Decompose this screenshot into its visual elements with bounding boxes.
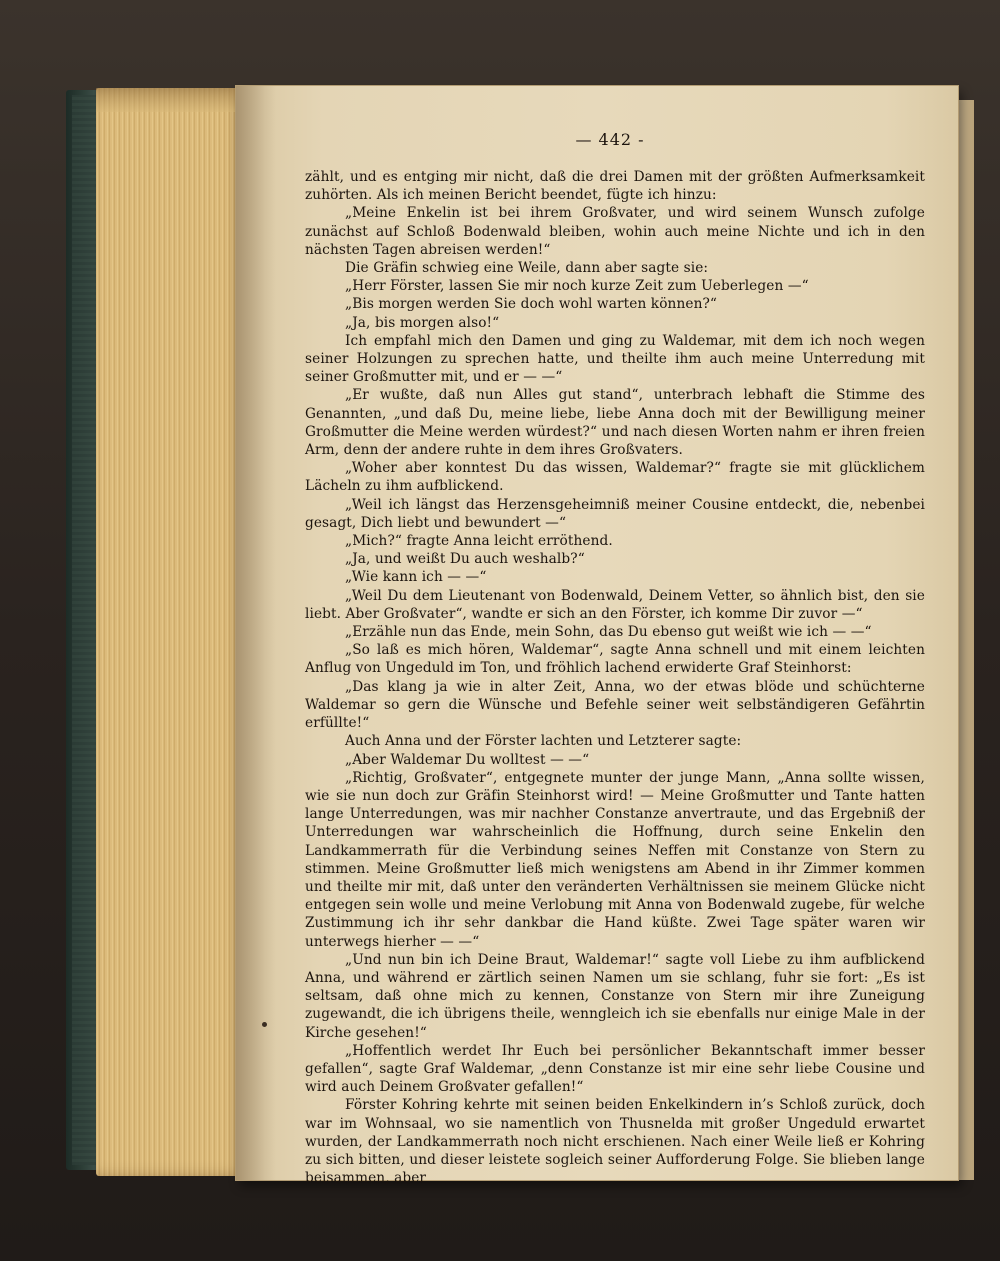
next-page-edge [956, 100, 974, 1180]
paragraph: „Und nun bin ich Deine Braut, Waldemar!“ sagte voll Liebe zu ihm aufblickend Anna, und während er zärtlich seinen Namen um sie schlang, fuhr sie fort: „Es ist seltsam, daß ohne mich zu kennen, Constanze von Stern mir ihre Zuneigung zugewandt, die ich übrigens theile, wenngleich ich sie ebenfalls nur einige Male in der Kirche gesehen!“ [305, 951, 925, 1041]
paragraph: „Aber Waldemar Du wolltest — —“ [345, 751, 590, 768]
paragraph: „So laß es mich hören, Waldemar“, sagte Anna schnell und mit einem leichten Anflug von Ungeduld im Ton, und fröhlich lachend erwiderte Graf Steinhorst: [305, 642, 925, 677]
book-cover-texture [72, 95, 98, 1165]
paragraph: „Wie kann ich — —“ [345, 569, 487, 586]
paragraph: „Er wußte, daß nun Alles gut stand“, unterbrach lebhaft die Stimme des Genannten, „und daß Du, meine liebe, liebe Anna doch mit der Bewilligung meiner Großmutter die Meine werden würdest?“ und nach diesen Worten nahm er ihren freien Arm, denn der andere ruhte in dem ihres Großvaters. [305, 387, 925, 459]
page-body-text [305, 168, 925, 1187]
paragraph: „Woher aber konntest Du das wissen, Waldemar?“ fragte sie mit glücklichem Lächeln zu ihm aufblickend. [305, 460, 925, 495]
paragraph: zählt, und es entging mir nicht, daß die drei Damen mit der größten Aufmerksamkeit zuhörten. Als ich meinen Bericht beendet, fügte ich hinzu: [305, 169, 925, 204]
paragraph: Förster Kohring kehrte mit seinen beiden Enkelkindern in’s Schloß zurück, doch war im Wohnsaal, wo sie namentlich von Thusnelda mit großer Ungeduld erwartet wurden, der Landkammerrath noch nicht erschienen. Nach einer Weile ließ er Kohring zu sich bitten, und dieser leistete sogleich seiner Aufforderung Folge. Sie blieben lange beisammen, aber [305, 1097, 925, 1187]
paragraph: „Hoffentlich werdet Ihr Euch bei persönlicher Bekanntschaft immer besser gefallen“, sagte Graf Waldemar, „denn Constanze ist mir eine sehr liebe Cousine und wird auch Deinem Großvater gefallen!“ [305, 1042, 925, 1096]
paragraph: „Richtig, Großvater“, entgegnete munter der junge Mann, „Anna sollte wissen, wie sie nun doch zur Gräfin Steinhorst wird! — Meine Großmutter und Tante hatten lange Unterredungen, was mir nachher Constanze anvertraute, und das Ergebniß der Unterredungen war wahrscheinlich die Hoffnung, durch seine Enkelin den Landkammerrath für die Verbindung seines Neffen mit Constanze von Stern zu stimmen. Meine Großmutter ließ mich wenigstens am Abend in ihr Zimmer kommen und theilte mir mit, daß unter den veränderten Verhältnissen sie meinem Glücke nicht entgegen sein wolle und meine Verlobung mit Anna von Bodenwald zugebe, für welche Zustimmung ich ihr sehr dankbar die Hand küßte. Zwei Tage später waren wir unterwegs hierher — —“ [305, 769, 925, 950]
paragraph: „Das klang ja wie in alter Zeit, Anna, wo der etwas blöde und schüchterne Waldemar so gern die Wünsche und Befehle seiner weit selbständigeren Gefährtin erfüllte!“ [305, 678, 925, 732]
paragraph: „Erzähle nun das Ende, mein Sohn, das Du ebenso gut weißt wie ich — —“ [345, 624, 872, 641]
paragraph: „Mich?“ fragte Anna leicht erröthend. [345, 533, 613, 550]
paragraph: „Bis morgen werden Sie doch wohl warten können?“ [345, 296, 718, 313]
page-number: — 442 - [575, 130, 645, 149]
page-block-top-shadow [96, 88, 246, 112]
paragraph: „Ja, und weißt Du auch weshalb?“ [345, 551, 585, 568]
paragraph: „Weil Du dem Lieutenant von Bodenwald, Deinem Vetter, so ähnlich bist, den sie liebt. Aber Großvater“, wandte er sich an den Förster, ich komme Dir zuvor —“ [305, 587, 925, 622]
paragraph: „Meine Enkelin ist bei ihrem Großvater, und wird seinem Wunsch zufolge zunächst auf Schloß Bodenwald bleiben, wohin auch meine Nichte und ich in den nächsten Tagen abreisen werden!“ [305, 205, 925, 258]
page-block-edges [96, 88, 246, 1176]
paragraph: „Weil ich längst das Herzensgeheimniß meiner Cousine entdeckt, die, nebenbei gesagt, Dich liebt und bewundert —“ [305, 496, 925, 531]
paragraph: Auch Anna und der Förster lachten und Letzterer sagte: [345, 733, 742, 750]
paper-speck [262, 1022, 267, 1027]
paragraph: Ich empfahl mich den Damen und ging zu Waldemar, mit dem ich noch wegen seiner Holzungen zu sprechen hatte, und theilte ihm auch meine Unterredung mit seiner Großmutter mit, und er — —“ [305, 332, 925, 386]
gutter-shadow [236, 86, 276, 1180]
paragraph: Die Gräfin schwieg eine Weile, dann aber sagte sie: [345, 260, 709, 277]
paragraph: „Herr Förster, lassen Sie mir noch kurze Zeit zum Ueberlegen —“ [345, 278, 809, 295]
paragraph: „Ja, bis morgen also!“ [345, 314, 500, 331]
